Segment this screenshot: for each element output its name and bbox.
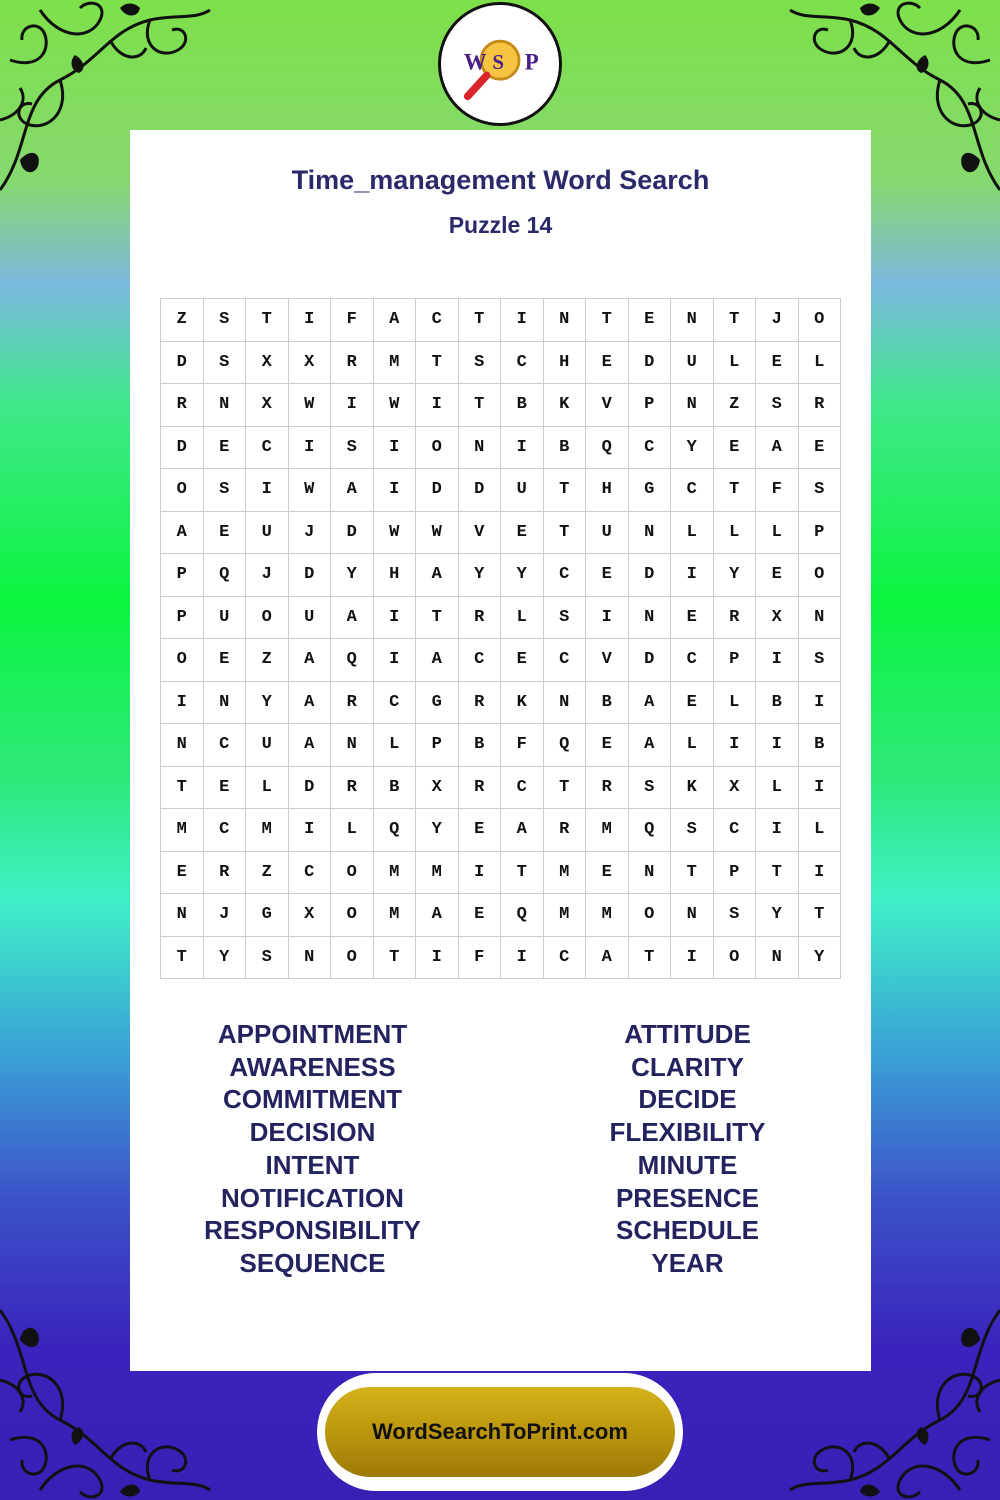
grid-cell[interactable]: M	[374, 894, 417, 937]
grid-cell[interactable]: V	[586, 639, 629, 682]
word-item: APPOINTMENT	[217, 1019, 408, 1049]
grid-cell[interactable]: A	[416, 639, 459, 682]
grid-cell[interactable]: D	[289, 767, 332, 810]
grid-cell[interactable]: T	[544, 767, 587, 810]
grid-cell[interactable]: S	[459, 342, 502, 385]
grid-cell[interactable]: O	[799, 554, 842, 597]
grid-cell[interactable]: N	[204, 384, 247, 427]
grid-cell[interactable]: N	[671, 894, 714, 937]
word-item: INTENT	[265, 1149, 360, 1180]
grid-cell[interactable]: O	[416, 427, 459, 470]
grid-cell[interactable]: I	[374, 597, 417, 640]
word-item: MINUTE	[637, 1149, 738, 1180]
grid-cell[interactable]: M	[374, 342, 417, 385]
grid-cell[interactable]: I	[799, 852, 842, 895]
grid-cell[interactable]: J	[756, 299, 799, 342]
grid-cell[interactable]: C	[501, 767, 544, 810]
grid-cell[interactable]: P	[416, 724, 459, 767]
grid-cell[interactable]: U	[671, 342, 714, 385]
grid-cell[interactable]: A	[374, 299, 417, 342]
grid-cell[interactable]: I	[501, 299, 544, 342]
word-item: CLARITY	[631, 1051, 744, 1082]
grid-cell[interactable]: T	[629, 937, 672, 980]
grid-cell[interactable]: E	[501, 639, 544, 682]
grid-cell[interactable]: S	[756, 384, 799, 427]
grid-cell[interactable]: T	[756, 852, 799, 895]
grid-cell[interactable]: S	[204, 342, 247, 385]
grid-cell[interactable]: B	[544, 427, 587, 470]
grid-cell[interactable]: E	[459, 894, 502, 937]
grid-cell[interactable]: J	[246, 554, 289, 597]
letter-grid	[160, 298, 841, 979]
grid-cell[interactable]: E	[799, 427, 842, 470]
grid-cell[interactable]: I	[289, 427, 332, 470]
grid-cell[interactable]: U	[289, 597, 332, 640]
grid-cell[interactable]: Q	[331, 639, 374, 682]
grid-cell[interactable]: T	[416, 597, 459, 640]
grid-cell[interactable]: L	[246, 767, 289, 810]
grid-cell[interactable]: P	[799, 512, 842, 555]
grid-cell[interactable]: M	[161, 809, 204, 852]
word-item: RESPONSIBILITY	[204, 1215, 421, 1246]
grid-cell[interactable]: L	[714, 682, 757, 725]
grid-cell[interactable]: C	[416, 299, 459, 342]
word-item: DECIDE	[638, 1084, 737, 1115]
grid-cell[interactable]: I	[501, 427, 544, 470]
grid-cell[interactable]: O	[161, 469, 204, 512]
grid-cell[interactable]: I	[671, 937, 714, 980]
grid-cell[interactable]: Y	[501, 554, 544, 597]
grid-cell[interactable]: D	[459, 469, 502, 512]
grid-cell[interactable]: P	[714, 852, 757, 895]
grid-cell[interactable]: F	[459, 937, 502, 980]
grid-cell[interactable]: I	[161, 682, 204, 725]
wsp-logo[interactable]	[438, 2, 562, 126]
grid-cell[interactable]: P	[161, 597, 204, 640]
grid-cell[interactable]: D	[629, 554, 672, 597]
grid-cell[interactable]: F	[756, 469, 799, 512]
grid-cell[interactable]: E	[714, 427, 757, 470]
word-item: SEQUENCE	[239, 1247, 386, 1278]
grid-cell[interactable]: I	[756, 724, 799, 767]
puzzle-number: Puzzle 14	[448, 212, 553, 238]
grid-cell[interactable]: U	[246, 724, 289, 767]
grid-cell[interactable]: O	[799, 299, 842, 342]
grid-cell[interactable]: B	[501, 384, 544, 427]
grid-cell[interactable]: I	[416, 384, 459, 427]
grid-cell[interactable]: T	[246, 299, 289, 342]
grid-cell[interactable]: R	[714, 597, 757, 640]
grid-cell[interactable]: A	[501, 809, 544, 852]
grid-cell[interactable]: X	[246, 342, 289, 385]
grid-cell[interactable]: S	[799, 469, 842, 512]
grid-cell[interactable]: Z	[161, 299, 204, 342]
grid-cell[interactable]: R	[331, 767, 374, 810]
grid-cell[interactable]: Z	[246, 639, 289, 682]
grid-cell[interactable]: C	[501, 342, 544, 385]
grid-cell[interactable]: T	[161, 767, 204, 810]
grid-cell[interactable]: E	[586, 852, 629, 895]
grid-cell[interactable]: X	[714, 767, 757, 810]
grid-cell[interactable]: L	[671, 724, 714, 767]
word-item: FLEXIBILITY	[609, 1117, 766, 1148]
grid-cell[interactable]: L	[331, 809, 374, 852]
grid-cell[interactable]: R	[459, 767, 502, 810]
grid-cell[interactable]: Q	[586, 427, 629, 470]
logo-letter-w: W	[463, 49, 487, 75]
grid-cell[interactable]: S	[629, 767, 672, 810]
grid-cell[interactable]: C	[714, 809, 757, 852]
grid-cell[interactable]: K	[544, 384, 587, 427]
grid-cell[interactable]: A	[629, 724, 672, 767]
grid-cell[interactable]: W	[374, 512, 417, 555]
grid-cell[interactable]: G	[629, 469, 672, 512]
grid-cell[interactable]: L	[671, 512, 714, 555]
grid-cell[interactable]: Y	[416, 809, 459, 852]
puzzle-sheet	[130, 130, 871, 1371]
grid-cell[interactable]: C	[204, 809, 247, 852]
grid-cell[interactable]: P	[714, 639, 757, 682]
grid-cell[interactable]: B	[756, 682, 799, 725]
grid-cell[interactable]: H	[374, 554, 417, 597]
grid-cell[interactable]: N	[331, 724, 374, 767]
grid-cell[interactable]: K	[501, 682, 544, 725]
grid-cell[interactable]: O	[714, 937, 757, 980]
grid-cell[interactable]: Y	[714, 554, 757, 597]
grid-cell[interactable]: Z	[714, 384, 757, 427]
grid-cell[interactable]: U	[586, 512, 629, 555]
grid-cell[interactable]: M	[246, 809, 289, 852]
grid-cell[interactable]: T	[416, 342, 459, 385]
grid-cell[interactable]: X	[289, 342, 332, 385]
grid-cell[interactable]: J	[289, 512, 332, 555]
grid-cell[interactable]: Q	[544, 724, 587, 767]
grid-cell[interactable]: X	[756, 597, 799, 640]
grid-cell[interactable]: I	[501, 937, 544, 980]
grid-cell[interactable]: T	[544, 512, 587, 555]
logo-letter-s: S	[492, 49, 505, 74]
grid-cell[interactable]: I	[586, 597, 629, 640]
grid-cell[interactable]: I	[459, 852, 502, 895]
grid-cell[interactable]: Y	[756, 894, 799, 937]
grid-cell[interactable]: R	[459, 597, 502, 640]
grid-cell[interactable]: O	[331, 937, 374, 980]
grid-cell[interactable]: F	[501, 724, 544, 767]
grid-cell[interactable]: O	[331, 894, 374, 937]
grid-cell[interactable]: D	[629, 342, 672, 385]
grid-cell[interactable]: C	[671, 469, 714, 512]
grid-cell[interactable]: A	[416, 894, 459, 937]
grid-cell[interactable]: N	[161, 724, 204, 767]
grid-cell[interactable]: E	[204, 767, 247, 810]
grid-cell[interactable]: E	[204, 512, 247, 555]
grid-cell[interactable]: A	[756, 427, 799, 470]
word-list-right	[550, 1018, 825, 1280]
grid-cell[interactable]: Y	[204, 937, 247, 980]
grid-cell[interactable]: T	[586, 299, 629, 342]
grid-cell[interactable]: H	[544, 342, 587, 385]
grid-cell[interactable]: I	[289, 809, 332, 852]
grid-cell[interactable]: Q	[501, 894, 544, 937]
grid-cell[interactable]: T	[161, 937, 204, 980]
grid-cell[interactable]: E	[501, 512, 544, 555]
grid-cell[interactable]: L	[799, 809, 842, 852]
grid-cell[interactable]: Q	[374, 809, 417, 852]
grid-cell[interactable]: M	[586, 809, 629, 852]
grid-cell[interactable]: V	[586, 384, 629, 427]
grid-cell[interactable]: R	[161, 384, 204, 427]
grid-cell[interactable]: A	[331, 597, 374, 640]
grid-cell[interactable]: Y	[246, 682, 289, 725]
grid-cell[interactable]: D	[416, 469, 459, 512]
grid-cell[interactable]: Z	[246, 852, 289, 895]
grid-cell[interactable]: P	[629, 384, 672, 427]
grid-cell[interactable]: R	[204, 852, 247, 895]
grid-cell[interactable]: R	[544, 809, 587, 852]
grid-cell[interactable]: H	[586, 469, 629, 512]
grid-cell[interactable]: C	[374, 682, 417, 725]
grid-cell[interactable]: E	[204, 427, 247, 470]
word-item: COMMITMENT	[222, 1084, 403, 1115]
grid-cell[interactable]: W	[289, 384, 332, 427]
grid-cell[interactable]: G	[416, 682, 459, 725]
grid-cell[interactable]: V	[459, 512, 502, 555]
grid-cell[interactable]: K	[671, 767, 714, 810]
grid-cell[interactable]: T	[459, 299, 502, 342]
grid-cell[interactable]: I	[671, 554, 714, 597]
grid-cell[interactable]: X	[246, 384, 289, 427]
grid-cell[interactable]: A	[586, 937, 629, 980]
grid-cell[interactable]: D	[161, 342, 204, 385]
grid-cell[interactable]: E	[629, 299, 672, 342]
grid-cell[interactable]: R	[459, 682, 502, 725]
grid-cell[interactable]: D	[161, 427, 204, 470]
grid-cell[interactable]: T	[714, 469, 757, 512]
footer-badge	[317, 1373, 683, 1491]
grid-cell[interactable]: N	[629, 597, 672, 640]
grid-cell[interactable]: N	[204, 682, 247, 725]
grid-cell[interactable]: W	[289, 469, 332, 512]
grid-cell[interactable]: R	[586, 767, 629, 810]
grid-cell[interactable]: L	[756, 767, 799, 810]
grid-cell[interactable]: T	[374, 937, 417, 980]
grid-cell[interactable]: C	[289, 852, 332, 895]
grid-cell[interactable]: I	[331, 384, 374, 427]
grid-cell[interactable]: N	[459, 427, 502, 470]
word-item: SCHEDULE	[615, 1215, 759, 1246]
grid-cell[interactable]: I	[416, 937, 459, 980]
grid-cell[interactable]: M	[586, 894, 629, 937]
grid-cell[interactable]: I	[246, 469, 289, 512]
grid-cell[interactable]: I	[756, 639, 799, 682]
grid-cell[interactable]: S	[714, 894, 757, 937]
grid-cell[interactable]: N	[629, 852, 672, 895]
grid-cell[interactable]: A	[289, 639, 332, 682]
grid-cell[interactable]: X	[289, 894, 332, 937]
grid-cell[interactable]: S	[544, 597, 587, 640]
grid-cell[interactable]: L	[756, 512, 799, 555]
grid-cell[interactable]: U	[204, 597, 247, 640]
word-item: NOTIFICATION	[221, 1182, 404, 1213]
grid-cell[interactable]: O	[246, 597, 289, 640]
word-list-left	[170, 1018, 455, 1280]
grid-cell[interactable]: E	[756, 554, 799, 597]
grid-cell[interactable]: N	[671, 299, 714, 342]
word-item: DECISION	[249, 1117, 376, 1148]
grid-cell[interactable]: C	[629, 427, 672, 470]
grid-cell[interactable]: I	[799, 682, 842, 725]
grid-cell[interactable]: O	[629, 894, 672, 937]
grid-cell[interactable]: L	[714, 342, 757, 385]
grid-cell[interactable]: X	[416, 767, 459, 810]
grid-cell[interactable]: E	[459, 809, 502, 852]
grid-cell[interactable]: S	[671, 809, 714, 852]
grid-cell[interactable]: E	[586, 724, 629, 767]
grid-cell[interactable]: E	[671, 682, 714, 725]
grid-cell[interactable]: M	[544, 852, 587, 895]
grid-cell[interactable]: L	[501, 597, 544, 640]
grid-cell[interactable]: E	[586, 342, 629, 385]
grid-cell[interactable]: I	[374, 427, 417, 470]
grid-cell[interactable]: N	[756, 937, 799, 980]
grid-cell[interactable]: T	[799, 894, 842, 937]
grid-cell[interactable]: R	[331, 342, 374, 385]
grid-cell[interactable]: W	[416, 512, 459, 555]
grid-cell[interactable]: J	[204, 894, 247, 937]
grid-cell[interactable]: Y	[459, 554, 502, 597]
grid-cell[interactable]: I	[289, 299, 332, 342]
grid-cell[interactable]: P	[161, 554, 204, 597]
grid-cell[interactable]: N	[544, 299, 587, 342]
grid-cell[interactable]: A	[416, 554, 459, 597]
grid-cell[interactable]: A	[289, 682, 332, 725]
grid-cell[interactable]: C	[544, 554, 587, 597]
grid-cell[interactable]: D	[629, 639, 672, 682]
grid-cell[interactable]: D	[289, 554, 332, 597]
grid-cell[interactable]: A	[161, 512, 204, 555]
grid-cell[interactable]: Q	[629, 809, 672, 852]
grid-cell[interactable]: I	[374, 639, 417, 682]
grid-cell[interactable]: B	[459, 724, 502, 767]
grid-cell[interactable]: S	[799, 639, 842, 682]
grid-cell[interactable]: E	[756, 342, 799, 385]
grid-cell[interactable]: N	[799, 597, 842, 640]
grid-cell[interactable]: N	[289, 937, 332, 980]
grid-cell[interactable]: O	[161, 639, 204, 682]
word-item: AWARENESS	[229, 1051, 396, 1082]
site-link-button[interactable]: WordSearchToPrint.com	[325, 1387, 675, 1477]
grid-cell[interactable]: I	[756, 809, 799, 852]
grid-cell[interactable]: M	[416, 852, 459, 895]
grid-cell[interactable]: S	[331, 427, 374, 470]
grid-cell[interactable]: G	[246, 894, 289, 937]
grid-cell[interactable]: N	[629, 512, 672, 555]
page-title: Time_management Word Search	[291, 165, 710, 195]
grid-cell[interactable]: M	[544, 894, 587, 937]
grid-cell[interactable]: I	[374, 469, 417, 512]
grid-cell[interactable]: T	[459, 384, 502, 427]
grid-cell[interactable]: N	[671, 384, 714, 427]
grid-cell[interactable]: O	[331, 852, 374, 895]
grid-cell[interactable]: E	[204, 639, 247, 682]
grid-cell[interactable]: B	[799, 724, 842, 767]
logo-letter-p: P	[524, 49, 539, 75]
grid-cell[interactable]: Y	[671, 427, 714, 470]
grid-cell[interactable]: T	[714, 299, 757, 342]
grid-cell[interactable]: R	[331, 682, 374, 725]
grid-cell[interactable]: I	[714, 724, 757, 767]
grid-cell[interactable]: A	[289, 724, 332, 767]
grid-cell[interactable]: T	[501, 852, 544, 895]
grid-cell[interactable]: C	[204, 724, 247, 767]
grid-cell[interactable]: N	[544, 682, 587, 725]
grid-cell[interactable]: C	[544, 639, 587, 682]
grid-cell[interactable]: D	[331, 512, 374, 555]
grid-cell[interactable]: C	[459, 639, 502, 682]
grid-cell[interactable]: U	[501, 469, 544, 512]
grid-cell[interactable]: A	[629, 682, 672, 725]
grid-cell[interactable]: T	[544, 469, 587, 512]
grid-cell[interactable]: I	[799, 767, 842, 810]
grid-cell[interactable]: Y	[331, 554, 374, 597]
grid-cell[interactable]: E	[161, 852, 204, 895]
grid-cell[interactable]: L	[374, 724, 417, 767]
grid-cell[interactable]: M	[374, 852, 417, 895]
grid-cell[interactable]: Y	[799, 937, 842, 980]
grid-cell[interactable]: Q	[204, 554, 247, 597]
grid-cell[interactable]: N	[161, 894, 204, 937]
grid-cell[interactable]: B	[374, 767, 417, 810]
grid-cell[interactable]: E	[671, 597, 714, 640]
grid-cell[interactable]: C	[544, 937, 587, 980]
grid-cell[interactable]: F	[331, 299, 374, 342]
word-item: YEAR	[651, 1247, 724, 1278]
word-item: PRESENCE	[615, 1182, 760, 1213]
grid-cell[interactable]: E	[586, 554, 629, 597]
grid-cell[interactable]: T	[671, 852, 714, 895]
grid-cell[interactable]: B	[586, 682, 629, 725]
grid-cell[interactable]: A	[331, 469, 374, 512]
grid-cell[interactable]: S	[204, 299, 247, 342]
grid-cell[interactable]: R	[799, 384, 842, 427]
grid-cell[interactable]: L	[799, 342, 842, 385]
word-item: ATTITUDE	[624, 1019, 751, 1049]
grid-cell[interactable]: C	[246, 427, 289, 470]
grid-cell[interactable]: W	[374, 384, 417, 427]
grid-cell[interactable]: S	[246, 937, 289, 980]
grid-cell[interactable]: L	[714, 512, 757, 555]
grid-cell[interactable]: S	[204, 469, 247, 512]
grid-cell[interactable]: C	[671, 639, 714, 682]
grid-cell[interactable]: U	[246, 512, 289, 555]
